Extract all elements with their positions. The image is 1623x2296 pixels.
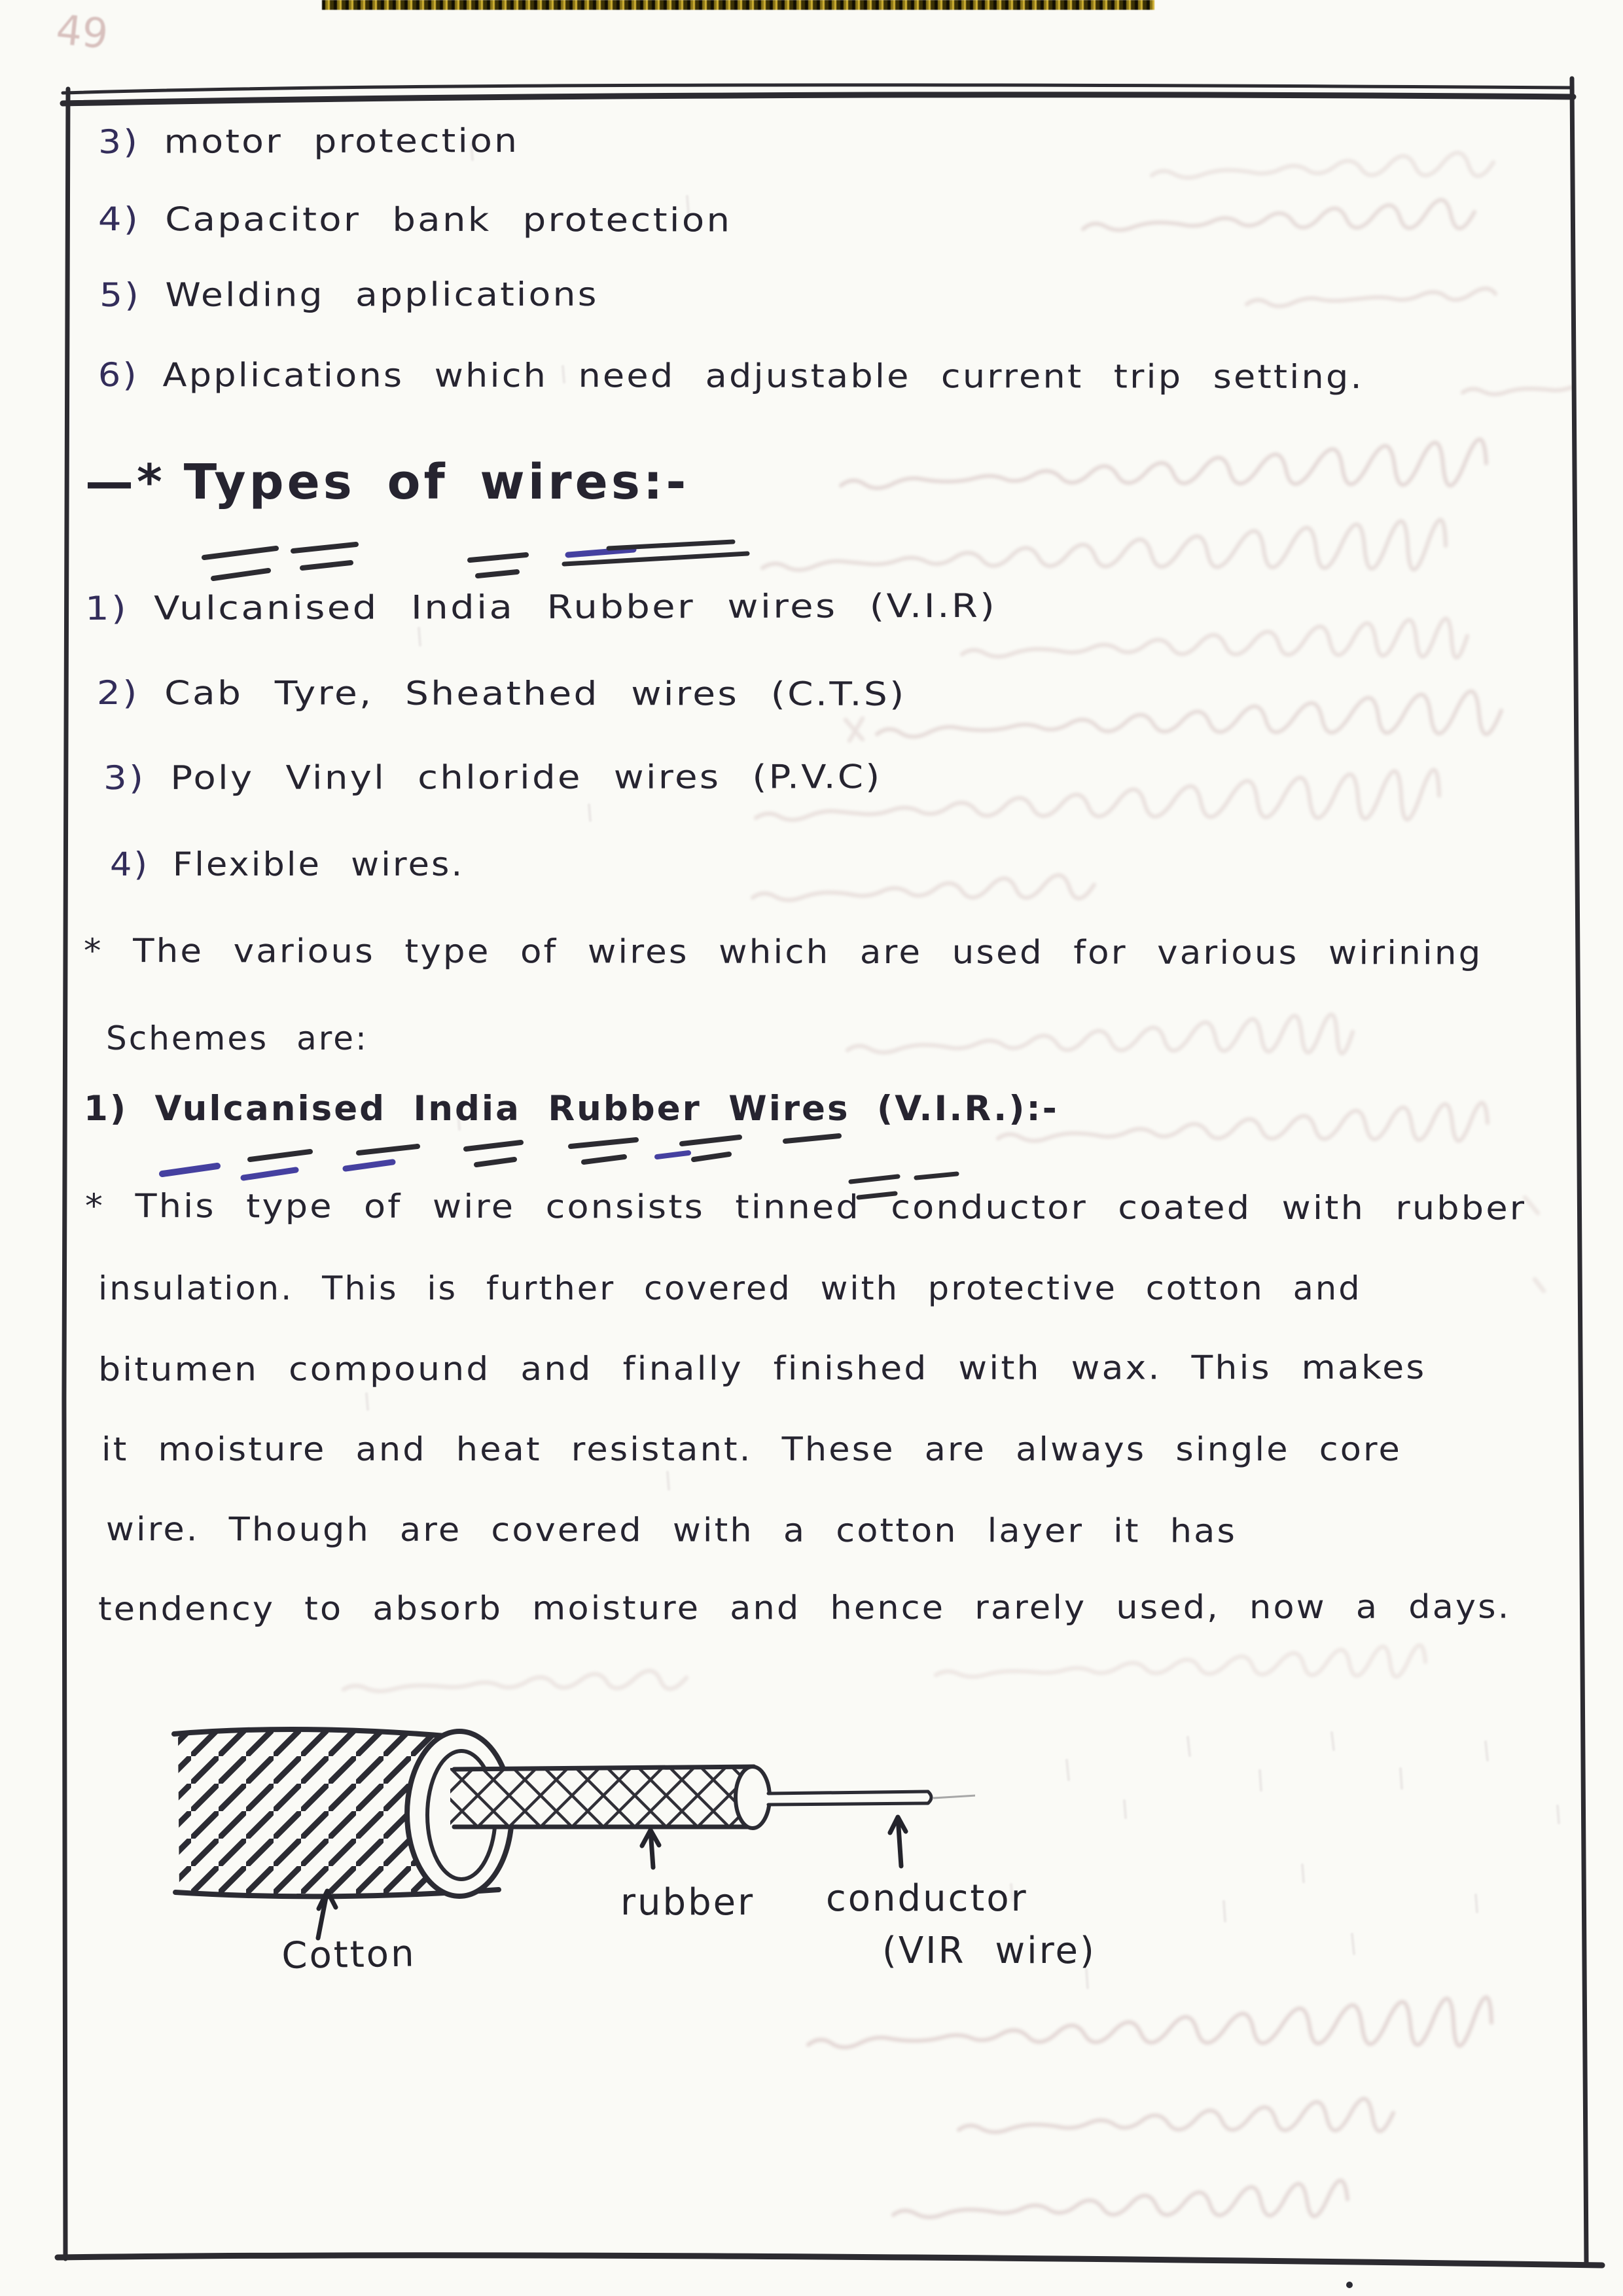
list-marker: 6) bbox=[98, 356, 139, 395]
heading-underline-marks bbox=[204, 542, 747, 578]
list-item-welding-applications bbox=[99, 275, 599, 314]
diagram-label-conductor: conductor bbox=[826, 1877, 1028, 1920]
paragraph-line: * This type of wire consists tinned conductor coated with rubber bbox=[84, 1187, 1527, 1227]
heading-dash-asterisk: —* bbox=[85, 454, 166, 510]
frame-top-line-inner bbox=[63, 95, 1573, 103]
list-text: Capacitor bank protection bbox=[165, 200, 732, 239]
conductor-arrow bbox=[890, 1817, 906, 1866]
paragraph-line: bitumen compound and finally finished with wax. This makes bbox=[98, 1348, 1427, 1388]
page-number: 49 bbox=[54, 5, 111, 58]
frame-left-line bbox=[64, 89, 68, 2259]
list-marker: 2) bbox=[96, 674, 139, 713]
paragraph-line: tendency to absorb moisture and hence rarely used, now a days. bbox=[98, 1587, 1511, 1628]
subsection-title-vir-wires: 1) Vulcanised India Rubber Wires (V.I.R.):- bbox=[84, 1089, 1059, 1129]
list-marker: 3) bbox=[103, 758, 146, 797]
paragraph-line: wire. Though are covered with a cotton layer it has bbox=[105, 1510, 1238, 1550]
frame-bottom-line bbox=[58, 2255, 1602, 2265]
book-binding-edge bbox=[322, 0, 1154, 10]
list-text: Flexible wires. bbox=[172, 845, 465, 883]
diagram-label-vir-wire: (VIR wire) bbox=[882, 1930, 1096, 1972]
list-item-adjustable-trip-setting bbox=[98, 356, 1364, 397]
paragraph-line: it moisture and heat resistant. These are always single core bbox=[101, 1430, 1402, 1468]
list-marker: 4) bbox=[98, 200, 141, 239]
intro-line-1: * The various type of wires which are used for various wirining bbox=[83, 932, 1483, 972]
book-binding-edge-faded bbox=[1153, 0, 1402, 6]
section-title-types-of-wires bbox=[85, 454, 690, 510]
intro-line-2: Schemes are: bbox=[106, 1019, 368, 1057]
list-marker: 5) bbox=[99, 275, 141, 314]
heading-title-text: Types of wires:- bbox=[183, 454, 690, 510]
rubber-arrow bbox=[642, 1830, 659, 1867]
frame-top-line-outer bbox=[63, 85, 1572, 93]
list-text: Vulcanised India Rubber wires (V.I.R) bbox=[154, 586, 997, 627]
list-text: Applications which need adjustable current trip setting. bbox=[162, 356, 1364, 397]
list-marker: 3) bbox=[98, 122, 140, 161]
rubber-insulation-shape bbox=[450, 1767, 770, 1828]
wire-type-pvc bbox=[103, 758, 882, 797]
list-text: motor protection bbox=[164, 121, 520, 161]
list-marker: 1) bbox=[84, 589, 129, 627]
list-text: Welding applications bbox=[165, 275, 599, 314]
stray-ink-dot bbox=[1346, 2282, 1353, 2288]
list-text: Cab Tyre, Sheathed wires (C.T.S) bbox=[164, 674, 906, 713]
wire-type-flexible bbox=[110, 845, 465, 883]
wire-type-cts bbox=[96, 674, 906, 713]
list-text: Poly Vinyl chloride wires (P.V.C) bbox=[170, 758, 882, 797]
diagram-label-rubber: rubber bbox=[620, 1881, 755, 1924]
frame-right-line bbox=[1572, 79, 1586, 2263]
conductor-shape bbox=[764, 1792, 975, 1805]
list-item-motor-protection bbox=[98, 121, 520, 161]
list-item-capacitor-bank-protection bbox=[98, 200, 732, 239]
paragraph-line: insulation. This is further covered with protective cotton and bbox=[98, 1269, 1362, 1307]
diagram-label-cotton: Cotton bbox=[281, 1932, 417, 1977]
list-marker: 4) bbox=[110, 845, 150, 883]
wire-type-vir bbox=[84, 586, 997, 627]
